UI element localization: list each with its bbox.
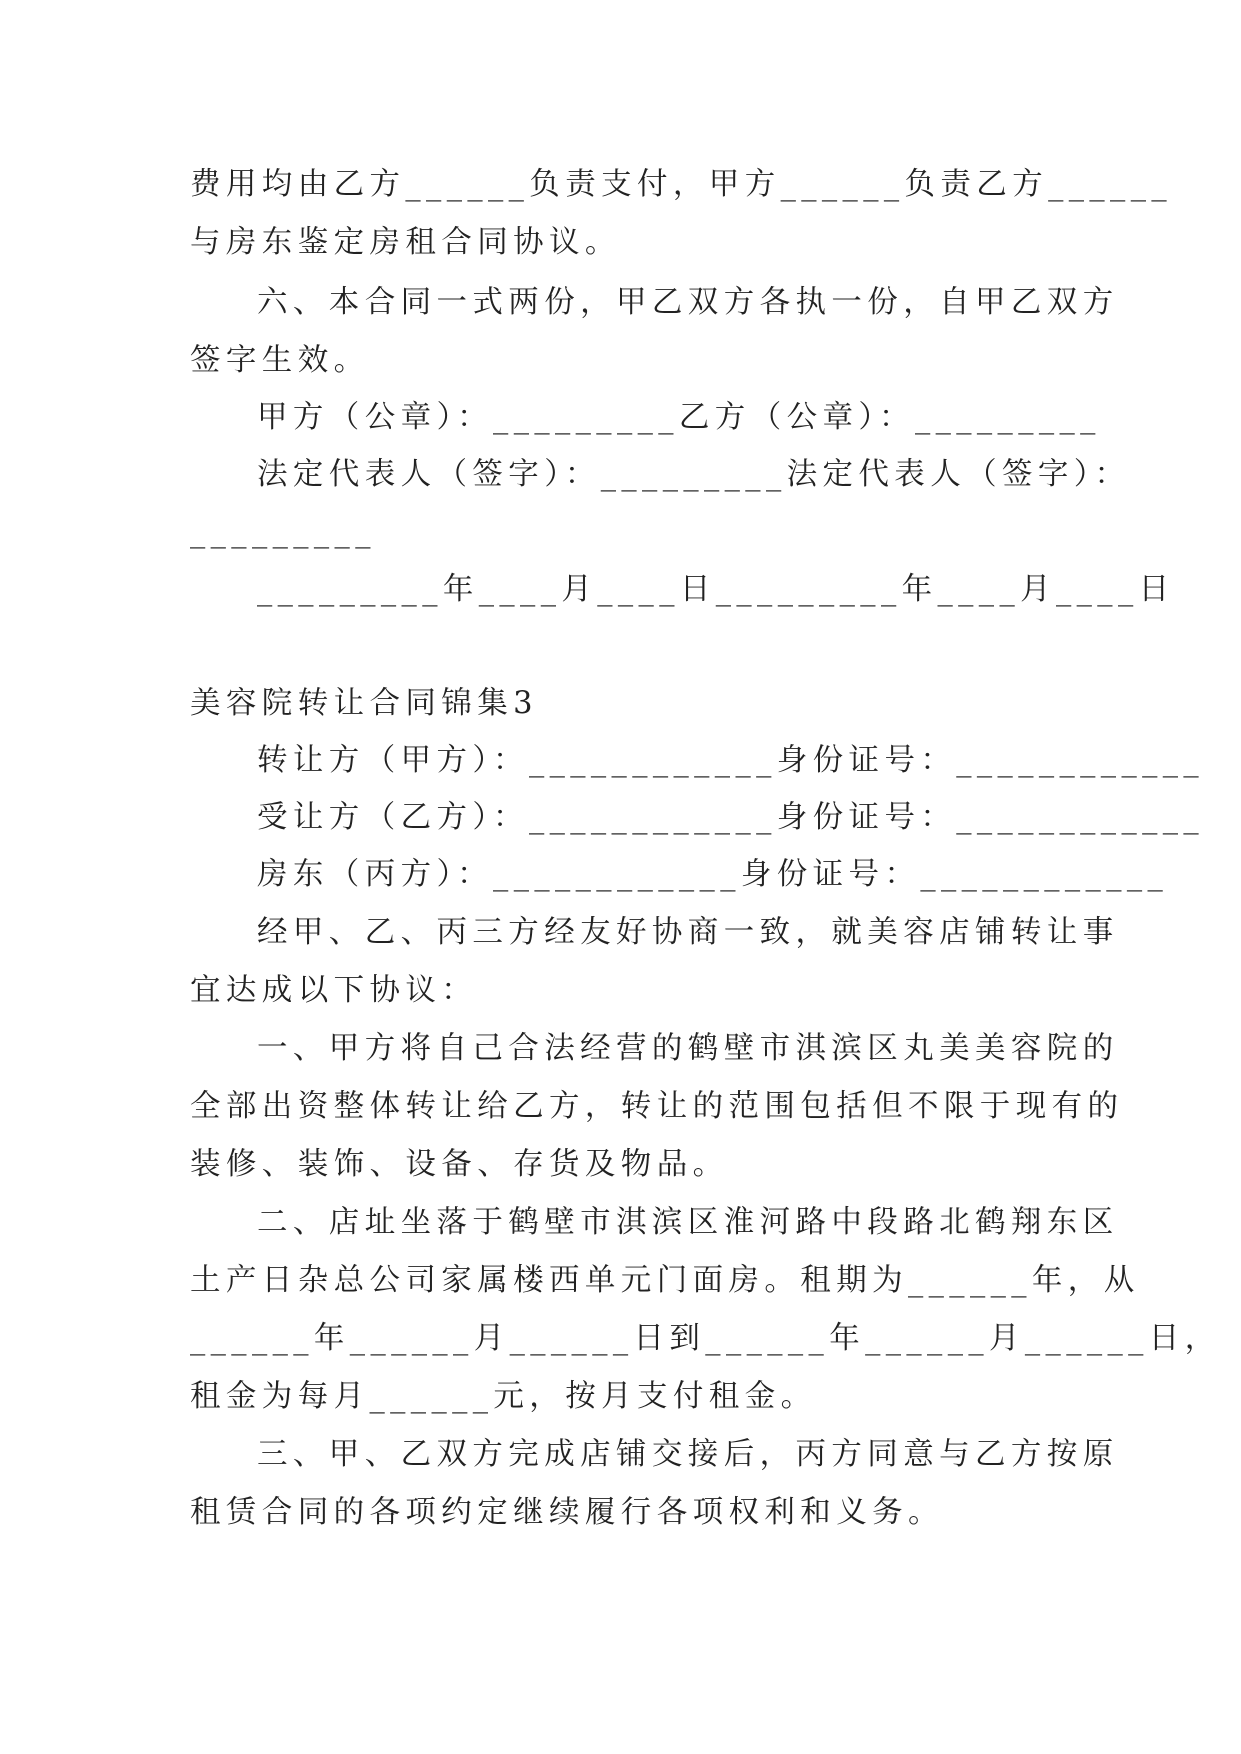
- text-line: 二、店址坐落于鹤壁市淇滨区淮河路中段路北鹤翔东区: [257, 1205, 1119, 1240]
- text-line: 装修、装饰、设备、存货及物品。: [190, 1147, 729, 1182]
- signature-line: _________: [190, 514, 376, 549]
- signature-line: 甲方（公章）：_________乙方（公章）：_________: [257, 400, 1101, 435]
- text-line: 费用均由乙方______负责支付，甲方______负责乙方______: [190, 167, 1172, 202]
- text-line: 租赁合同的各项约定继续履行各项权利和义务。: [190, 1495, 944, 1530]
- text-line: 全部出资整体转让给乙方，转让的范围包括但不限于现有的: [190, 1089, 1124, 1124]
- text-line: 经甲、乙、丙三方经友好协商一致，就美容店铺转让事: [257, 915, 1119, 950]
- text-line: 租金为每月______元，按月支付租金。: [190, 1379, 817, 1414]
- party-line: 转让方（甲方）：____________身份证号：____________: [257, 743, 1205, 778]
- text-line: 签字生效。: [190, 343, 370, 378]
- signature-line: 法定代表人（签字）：_________法定代表人（签字）：: [257, 457, 1131, 492]
- text-line: 一、甲方将自己合法经营的鹤壁市淇滨区丸美美容院的: [257, 1031, 1119, 1066]
- party-line: 房东（丙方）：____________身份证号：____________: [257, 857, 1169, 892]
- text-line: 宜达成以下协议：: [190, 973, 478, 1008]
- party-line: 受让方（乙方）：____________身份证号：____________: [257, 800, 1205, 835]
- text-line: 土产日杂总公司家属楼西单元门面房。租期为______年，从: [190, 1263, 1140, 1298]
- text-line: 与房东鉴定房租合同协议。: [190, 225, 621, 260]
- text-line: 六、本合同一式两份，甲乙双方各执一份，自甲乙双方: [257, 285, 1119, 320]
- text-line: 三、甲、乙双方完成店铺交接后，丙方同意与乙方按原: [257, 1437, 1119, 1472]
- section-title: 美容院转让合同锦集3: [190, 686, 538, 721]
- date-line: _________年____月____日_________年____月____日: [257, 572, 1175, 607]
- text-line: ______年______月______日到______年______月______日，: [190, 1321, 1221, 1356]
